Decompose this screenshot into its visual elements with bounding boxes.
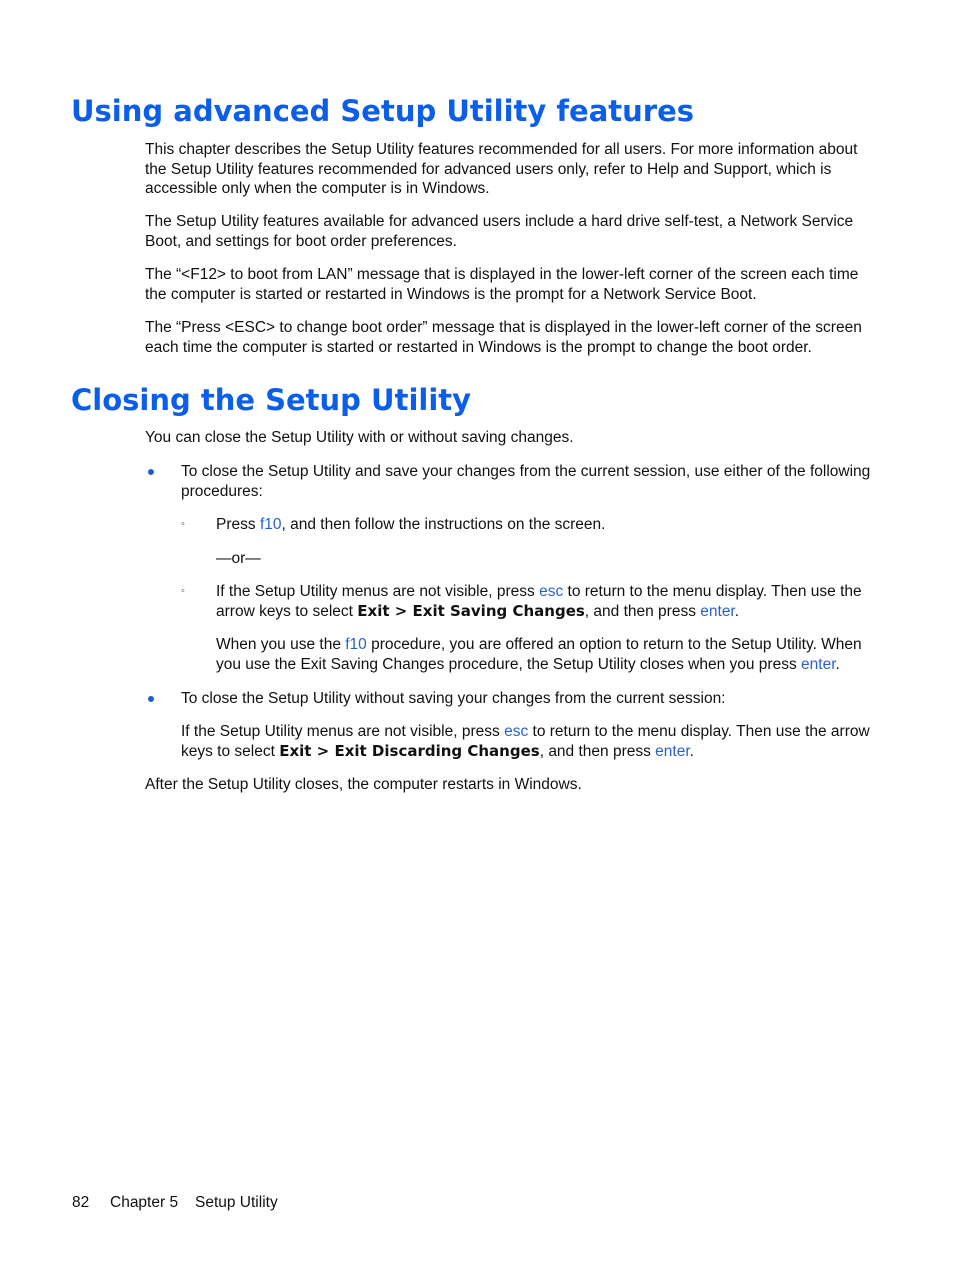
- paragraph-closing-intro: You can close the Setup Utility with or without saving changes.: [145, 429, 574, 446]
- paragraph-intro: This chapter describes the Setup Utility features recommended for all users. For more information about the Setup Utility features recommended for advanced users only, refer to Help and Support, which is accessible only when the computer is in Windows.: [145, 141, 858, 197]
- sub-bullet-icon: ◦: [181, 518, 185, 530]
- menu-path-discard: Exit > Exit Discarding Changes: [279, 741, 540, 760]
- paragraph-f12-prompt: The “<F12> to boot from LAN” message that is displayed in the lower-left corner of the screen each time the computer is started or restarted in Windows is the prompt for a Network Service Boot.: [145, 266, 859, 303]
- bullet-save-changes: To close the Setup Utility and save your changes from the current session, use either of the following procedures:: [181, 463, 871, 500]
- key-enter: enter: [801, 655, 836, 673]
- discard-instructions: If the Setup Utility menus are not visible, press esc to return to the menu display. Then use the arrow keys to select Exit > Exit Discarding Changes, and then press enter.: [181, 723, 870, 760]
- footer-chapter: Chapter 5: [110, 1194, 179, 1211]
- paragraph-closing-outro: After the Setup Utility closes, the computer restarts in Windows.: [145, 776, 582, 793]
- paragraph-esc-prompt: The “Press <ESC> to change boot order” message that is displayed in the lower-left corner of the screen each time the computer is started or restarted in Windows is the prompt to change the boot order.: [145, 319, 862, 356]
- key-esc: esc: [539, 583, 564, 600]
- sub-item-f10: Press f10, and then follow the instructions on the screen.: [216, 516, 606, 533]
- key-enter: enter: [655, 742, 690, 760]
- menu-path-save: Exit > Exit Saving Changes: [357, 601, 585, 620]
- key-f10: f10: [259, 516, 282, 533]
- bullet-discard-changes: To close the Setup Utility without saving your changes from the current session:: [181, 690, 726, 707]
- or-separator: —or—: [216, 550, 261, 567]
- sub-bullet-icon: ◦: [181, 585, 185, 597]
- note-f10-procedure: When you use the f10 procedure, you are offered an option to return to the Setup Utility. When you use the Exit Saving Changes procedure, the Setup Utility closes when you press enter.: [216, 636, 862, 673]
- key-enter: enter: [700, 602, 735, 620]
- paragraph-advanced-features: The Setup Utility features available for advanced users include a hard drive self-test, a Network Service Boot, and settings for boot order preferences.: [145, 213, 854, 250]
- section-title-closing: Closing the Setup Utility: [71, 383, 472, 417]
- page-number: 82: [72, 1194, 90, 1211]
- sub-item-esc-save: If the Setup Utility menus are not visible, press esc to return to the menu display. Then use the arrow keys to select Exit > Exit Saving Changes, and then press enter.: [216, 583, 862, 620]
- footer-chapter-title: Setup Utility: [195, 1194, 278, 1211]
- bullet-icon: [148, 696, 154, 702]
- section-title-advanced: Using advanced Setup Utility features: [71, 94, 695, 128]
- key-f10: f10: [345, 636, 367, 653]
- bullet-icon: [148, 469, 154, 475]
- key-esc: esc: [504, 723, 529, 740]
